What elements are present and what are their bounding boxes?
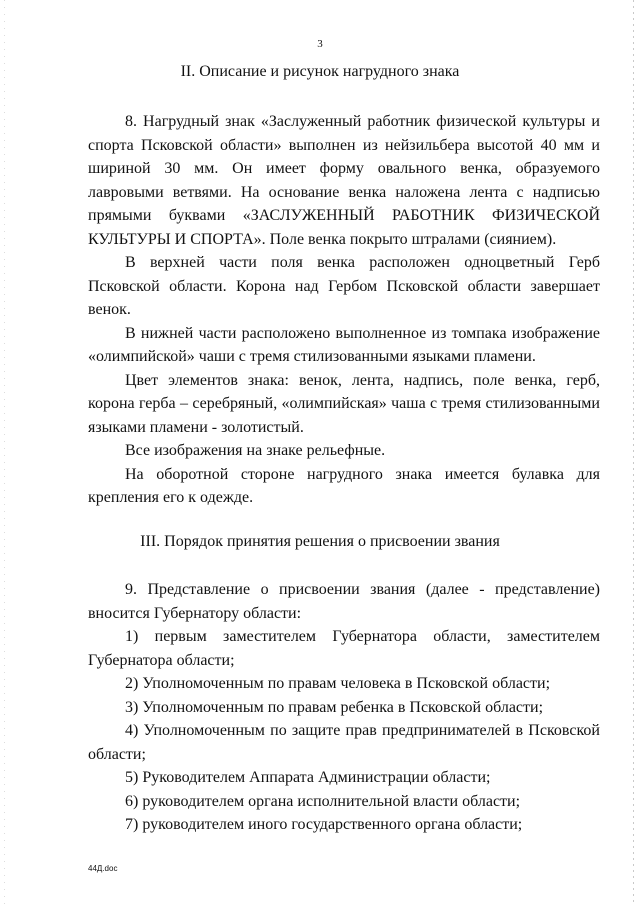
footer-filename: 44Д.doc (88, 864, 118, 873)
page-number: 3 (317, 38, 323, 50)
list-item-4: 4) Уполномоченным по защите прав предпринимателей в Псковской области; (88, 722, 600, 763)
list-item-6: 6) руководителем органа исполнительной власти области; (125, 792, 521, 810)
list-item-2: 2) Уполномоченным по правам человека в Псковской области; (125, 675, 551, 692)
paragraph-9: 9. Представление о присвоении звания (далее - представление) вносится Губернатору области: (88, 581, 600, 622)
section-2-title: II. Описание и рисунок нагрудного знака (180, 63, 460, 80)
section-2-body (88, 110, 600, 510)
paragraph-emblem-top: В верхней части поля венка расположен одноцветный Герб Псковской области. Корона над Гербом Псковской области завершает венок. (88, 254, 600, 318)
paragraph-pin: На оборотной стороне нагрудного знака имеется булавка для крепления его к одежде. (88, 465, 600, 506)
list-item-5: 5) Руководителем Аппарата Администрации области; (125, 769, 491, 786)
paragraph-emblem-bottom: В нижней части расположено выполненное из томпака изображение «олимпийской» чаши с тремя стилизованными языками пламени. (88, 324, 600, 365)
section-3-body (88, 578, 600, 837)
scan-edge-right (633, 0, 634, 905)
section-3-title: III. Порядок принятия решения о присвоении звания (140, 533, 500, 550)
list-item-7: 7) руководителем иного государственного органа области; (125, 816, 523, 833)
list-item-3: 3) Уполномоченным по правам ребенка в Псковской области; (125, 698, 544, 716)
paragraph-relief: Все изображения на знаке рельефные. (125, 442, 386, 459)
paragraph-colors: Цвет элементов знака: венок, лента, надпись, поле венка, герб, корона герба – серебряный, «олимпийская» чаша с тремя стилизованными языками пламени - золотистый. (88, 371, 600, 436)
list-item-1: 1) первым заместителем Губернатора области, заместителем Губернатора области; (88, 628, 600, 669)
scan-edge-left (4, 0, 5, 905)
paragraph-8: 8. Нагрудный знак «Заслуженный работник физической культуры и спорта Псковской области» выполнен из нейзильбера высотой 40 мм и шириной 30 мм. Он имеет форму овального венка, образуемого лавровыми ветвями. На основание венка наложена лента с надписью прямыми буквами «ЗАСЛУЖЕННЫЙ РАБОТНИК ФИЗИЧЕСКОЙ КУЛЬТУРЫ И СПОРТА». Поле венка покрыто штралами (сиянием). (88, 113, 600, 248)
